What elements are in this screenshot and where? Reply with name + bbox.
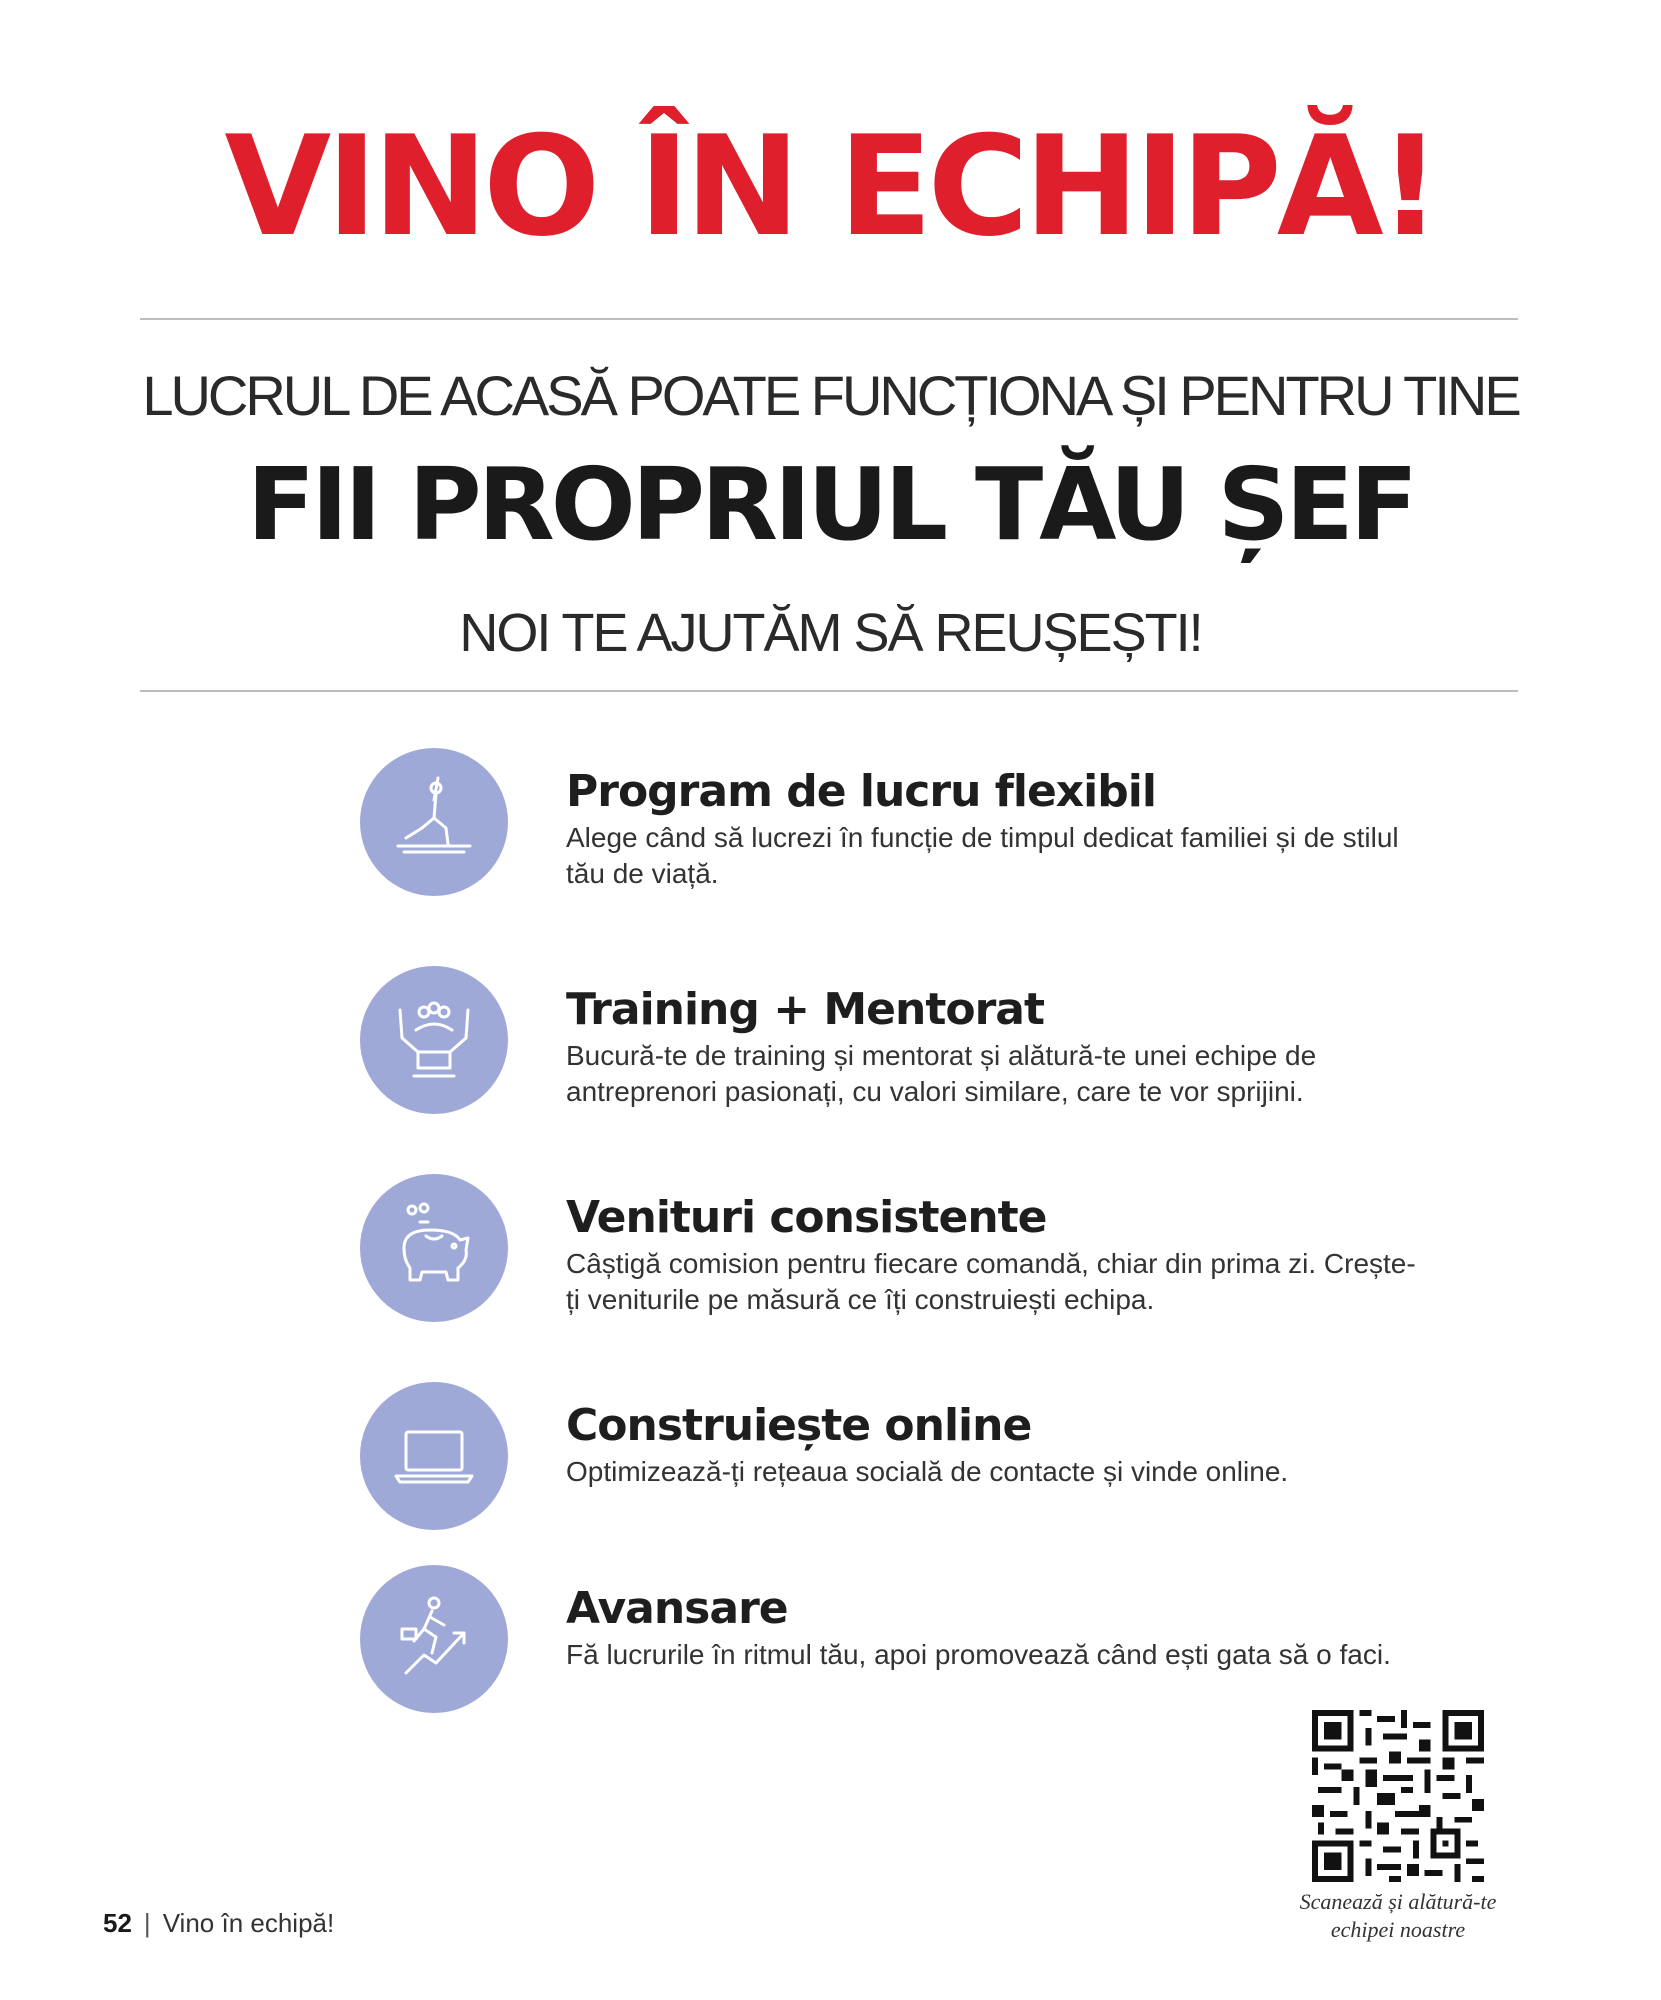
feature-item-training-mentoring (360, 966, 1460, 1126)
feature-description: Câștigă comision pentru fiecare comandă, chiar din prima zi. Crește-ți veniturile pe măsură ce îți construiești echipa. (566, 1248, 1416, 1315)
subtitle-work-from-home: LUCRUL DE ACASĂ POATE FUNCȚIONA ȘI PENTRU TINE (142, 364, 1519, 427)
feature-item-advancement (360, 1565, 1460, 1725)
divider-bottom (140, 690, 1518, 692)
qr-code[interactable] (1312, 1710, 1484, 1882)
feature-description: Fă lucrurile în ritmul tău, apoi promovează când ești gata să o faci. (566, 1639, 1391, 1670)
subtitle-we-help-you: NOI TE AJUTĂM SĂ REUȘEȘTI! (459, 603, 1202, 663)
page-number: 52 (103, 1908, 132, 1938)
feature-item-build-online (360, 1382, 1460, 1542)
feature-title: Construiește online (566, 1400, 1032, 1451)
feature-title: Program de lucru flexibil (566, 766, 1156, 817)
feature-title: Avansare (566, 1583, 788, 1634)
climbing-arrow-icon (360, 1565, 508, 1713)
footer-section-title: Vino în echipă! (162, 1908, 335, 1938)
laptop-icon (360, 1382, 508, 1530)
feature-item-flexible-schedule (360, 748, 1460, 908)
page-footer (103, 1908, 334, 1939)
feature-title: Training + Mentorat (566, 984, 1045, 1035)
footer-separator: | (143, 1908, 151, 1938)
feature-title: Venituri consistente (566, 1192, 1047, 1243)
divider-top (140, 318, 1518, 320)
piggy-bank-icon (360, 1174, 508, 1322)
qr-caption: Scanează și alătură-te echipei noastre (1299, 1889, 1497, 1942)
feature-item-consistent-income (360, 1174, 1460, 1334)
subtitle-be-your-own-boss: FII PROPRIUL TĂU ȘEF (246, 446, 1415, 563)
feature-description: Alege când să lucrezi în funcție de timpul dedicat familiei și de stilul tău de viață. (566, 822, 1399, 889)
page-headline: VINO ÎN ECHIPĂ! (224, 106, 1437, 267)
yoga-pose-icon (360, 748, 508, 896)
team-hands-icon (360, 966, 508, 1114)
feature-description: Optimizează-ți rețeaua socială de contacte și vinde online. (566, 1456, 1289, 1487)
feature-description: Bucură-te de training și mentorat și alătură-te unei echipe de antreprenori pasionați, cu valori similare, care te vor sprijini. (566, 1040, 1317, 1107)
